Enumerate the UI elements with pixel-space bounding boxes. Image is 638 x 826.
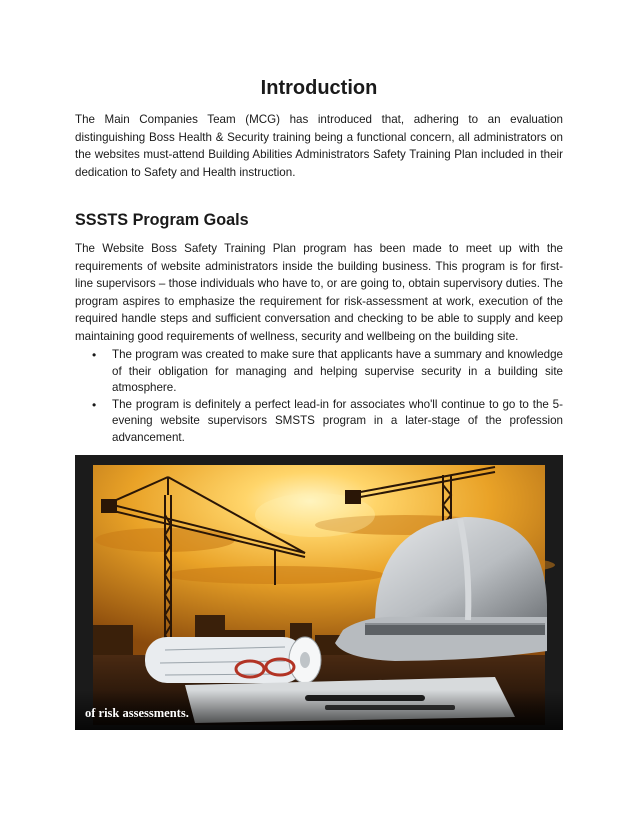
goals-bullet-list	[75, 347, 563, 447]
bullet-text: The program is definitely a perfect lead-in for associates who'll continue to go to the 5-evening website supervisors SMSTS program in a later-stage of the profession advancement.	[112, 397, 563, 444]
construction-scene-illustration	[75, 455, 563, 730]
construction-safety-photo	[75, 455, 563, 730]
bullet-text: The program was created to make sure that applicants have a summary and knowledge of their obligation for managing and helping supervise security in a building site atmosphere.	[112, 348, 563, 395]
bullet-item	[75, 397, 563, 447]
intro-paragraph: The Main Companies Team (MCG) has introduced that, adhering to an evaluation distinguishing Boss Health & Security training being a functional concern, all administrators on the websites must-attend Building Abilities Administrators Safety Training Plan included in their dedication to Safety and Health instruction.	[75, 113, 563, 179]
section-heading-goals: SSSTS Program Goals	[75, 211, 249, 229]
bullet-icon: •	[92, 397, 97, 412]
goals-paragraph: The Website Boss Safety Training Plan program has been made to meet up with the requirements of website administrators inside the building business. This program is for first-line supervisors – those individuals who have to, or are going to, obtain supervisory duties. The program aspires to emphasize the requirement for risk-assessment at work, execution of the required handle steps and sufficient conversation and checking to be able to supply and keep maintaining good requirements of wellness, security and wellbeing on the building site.	[75, 242, 563, 343]
bullet-item	[75, 347, 563, 397]
photo-caption: of risk assessments.	[85, 706, 189, 720]
bullet-icon: •	[92, 348, 97, 362]
page-title: Introduction	[260, 77, 378, 99]
